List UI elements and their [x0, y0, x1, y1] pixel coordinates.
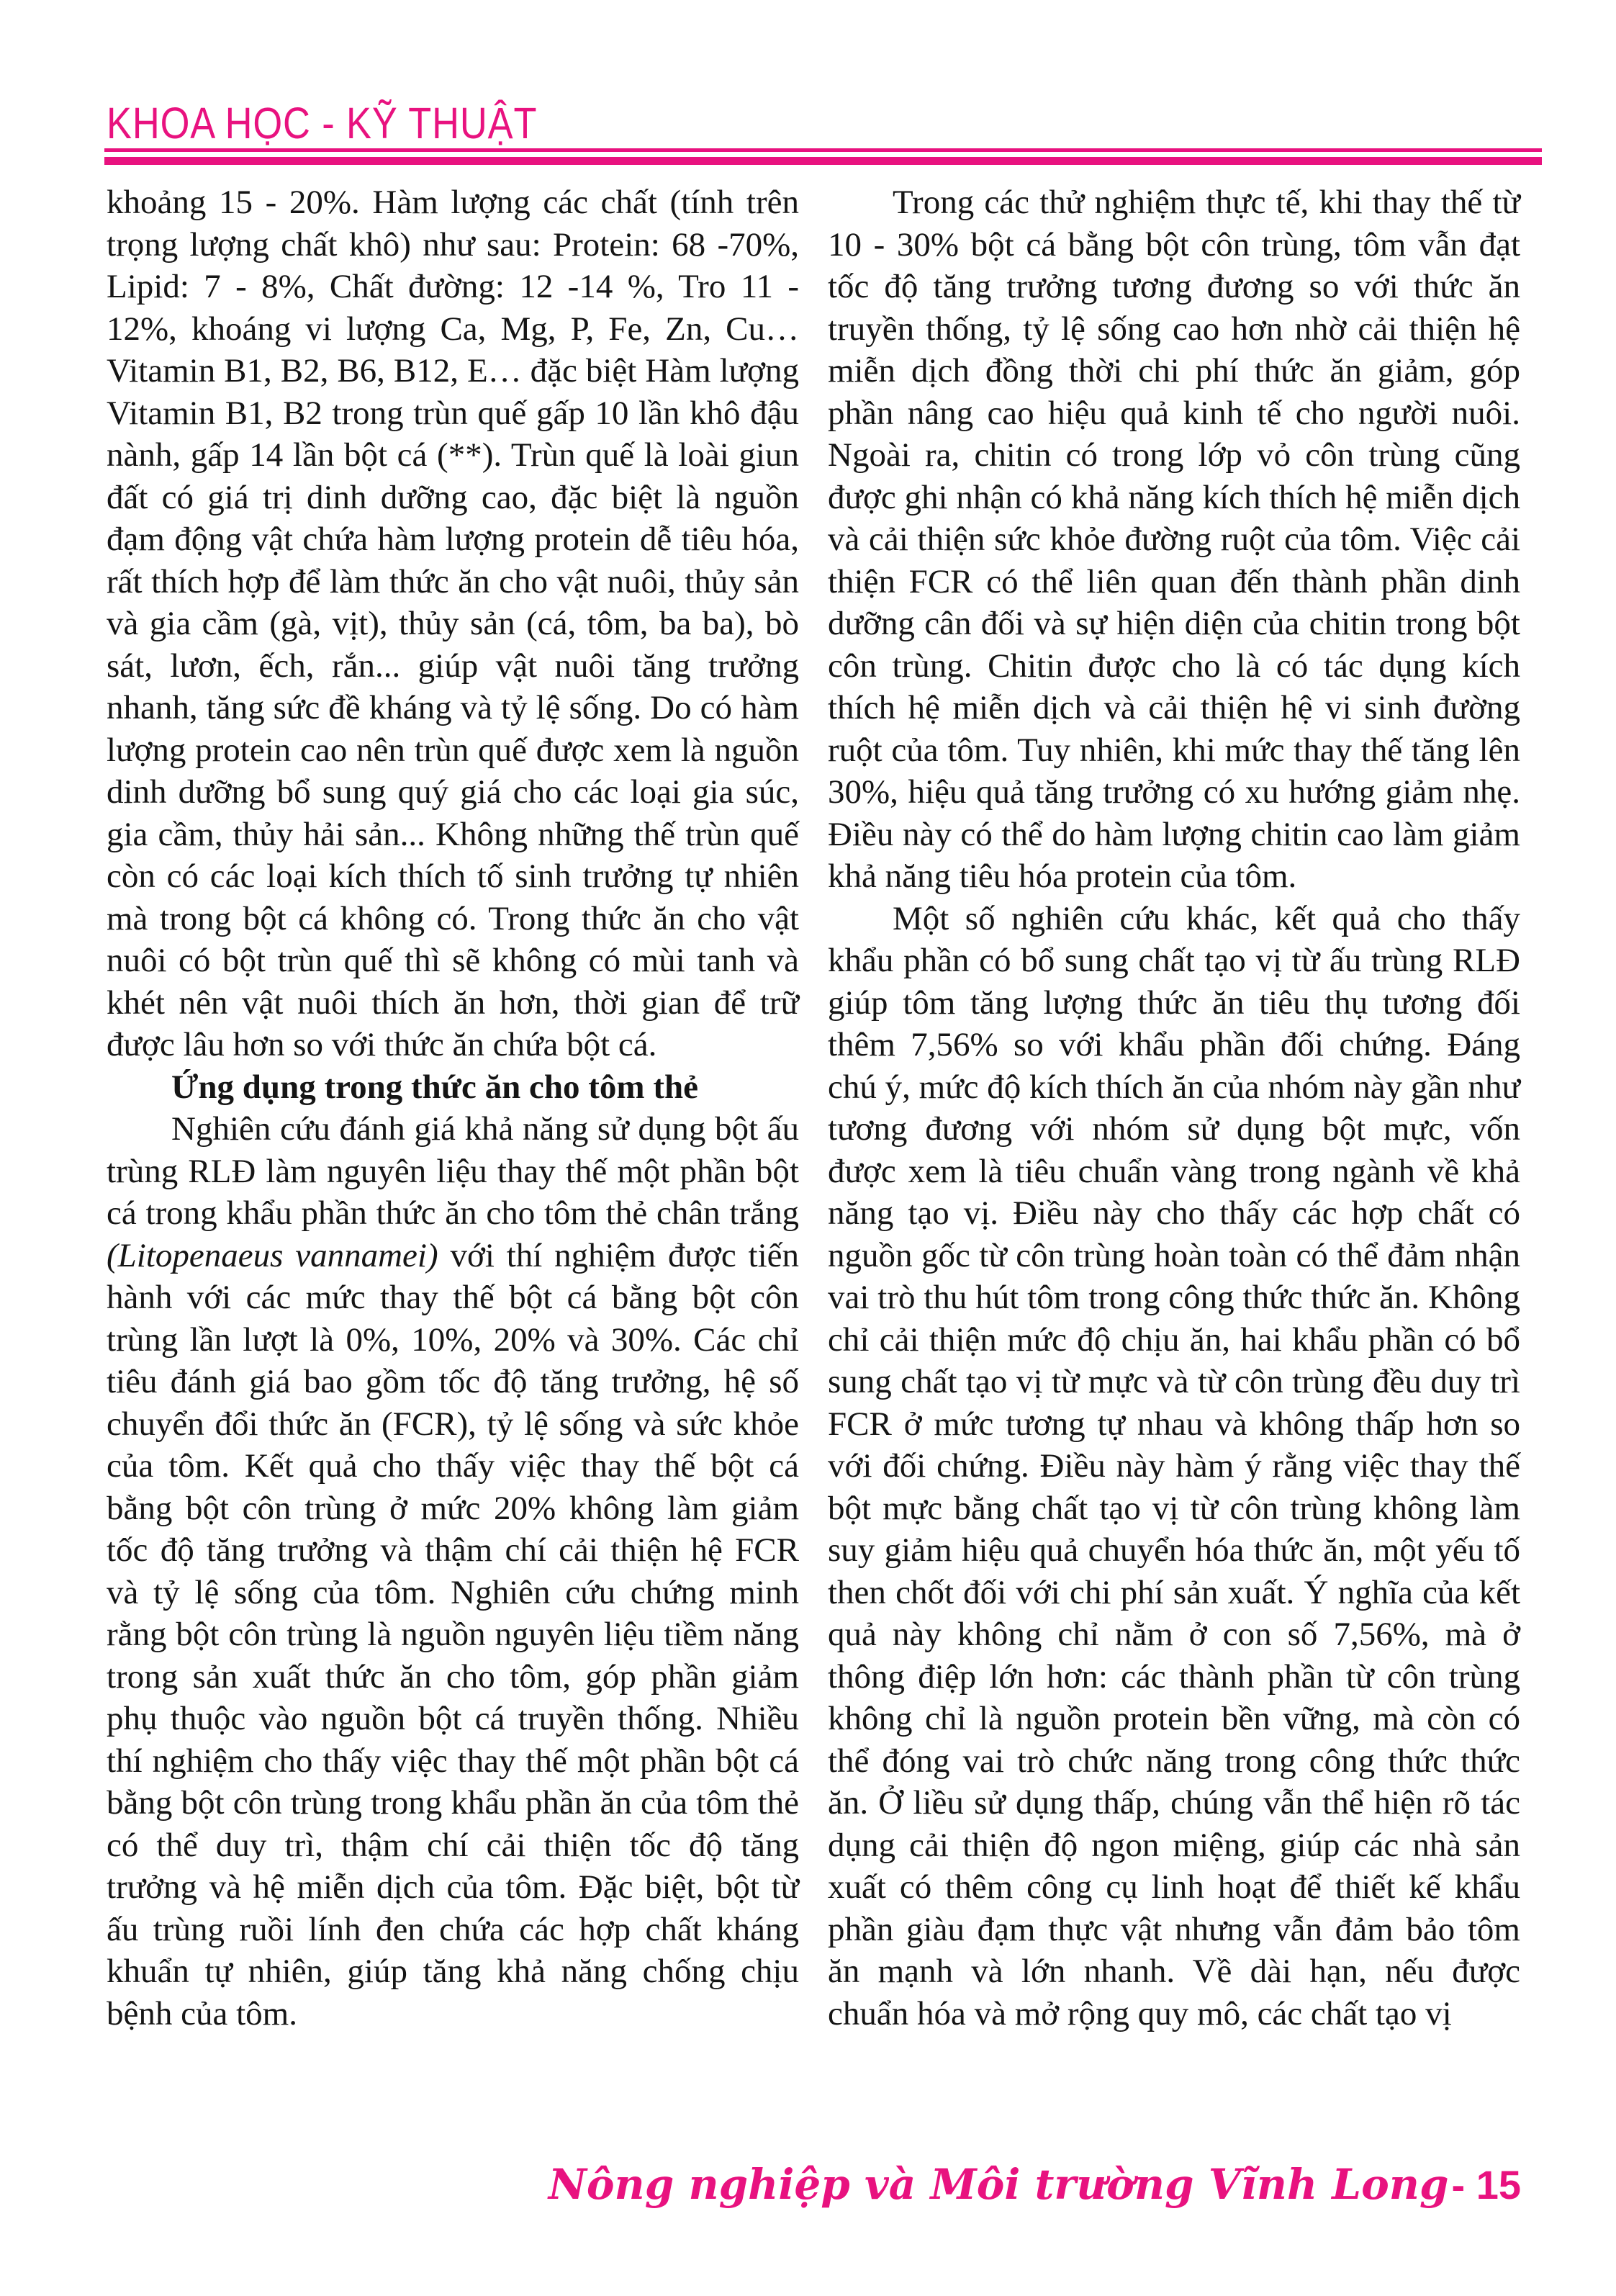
- paragraph-text: Nghiên cứu đánh giá khả năng sử dụng bột ấu trùng RLĐ làm nguyên liệu thay thế một phần bột cá trong khẩu phần thức ăn cho tôm thẻ chân trắng: [107, 1110, 799, 1232]
- column-right: [828, 181, 1520, 2035]
- body-paragraph: khoảng 15 - 20%. Hàm lượng các chất (tính trên trọng lượng chất khô) như sau: Protein: 68 -70%, Lipid: 7 - 8%, Chất đường: 12 -14 %, Tro 11 - 12%, khoáng vi lượng Ca, Mg, P, Fe, Zn, Cu… Vitamin B1, B2, B6, B12, E… đặc biệt Hàm lượng Vitamin B1, B2 trong trùn quế gấp 10 lần khô đậu nành, gấp 14 lần bột cá (**). Trùn quế là loài giun đất có giá trị dinh dưỡng cao, đặc biệt là nguồn đạm động vật chứa hàm lượng protein dễ tiêu hóa, rất thích hợp để làm thức ăn cho vật nuôi, thủy sản và gia cầm (gà, vịt), thủy sản (cá, tôm, ba ba), bò sát, lươn, ếch, rắn... giúp vật nuôi tăng trưởng nhanh, tăng sức đề kháng và tỷ lệ sống. Do có hàm lượng protein cao nên trùn quế được xem là nguồn dinh dưỡng bổ sung quý giá cho các loại gia súc, gia cầm, thủy hải sản... Không những thế trùn quế còn có các loại kích thích tố sinh trưởng tự nhiên mà trong bột cá không có. Trong thức ăn cho vật nuôi có bột trùn quế thì sẽ không có mùi tanh và khét nên vật nuôi thích ăn hơn, thời gian để trữ được lâu hơn so với thức ăn chứa bột cá.: [107, 184, 799, 1063]
- journal-name: Nông nghiệp và Môi trường Vĩnh Long: [548, 2160, 1449, 2209]
- section-header: KHOA HỌC - KỸ THUẬT: [107, 99, 538, 148]
- paragraph-text: với thí nghiệm được tiến hành với các mức thay thế bột cá bằng bột côn trùng lần lượt là 0%, 10%, 20% và 30%. Các chỉ tiêu đánh giá bao gồm tốc độ tăng trưởng, hệ số chuyển đổi thức ăn (FCR), tỷ lệ sống và sức khỏe của tôm. Kết quả cho thấy việc thay thế bột cá bằng bột côn trùng ở mức 20% không làm giảm tốc độ tăng trưởng và thậm chí cải thiện hệ FCR và tỷ lệ sống của tôm. Nghiên cứu chứng minh rằng bột côn trùng là nguồn nguyên liệu tiềm năng trong sản xuất thức ăn cho tôm, góp phần giảm phụ thuộc vào nguồn bột cá truyền thống. Nhiều thí nghiệm cho thấy việc thay thế một phần bột cá bằng bột côn trùng trong khẩu phần ăn của tôm thẻ có thể duy trì, thậm chí cải thiện tốc độ tăng trưởng và hệ miễn dịch của tôm. Đặc biệt, bột từ ấu trùng ruồi lính đen chứa các hợp chất kháng khuẩn tự nhiên, giúp tăng khả năng chống chịu bệnh của tôm.: [107, 1236, 800, 2032]
- section-heading: Ứng dụng trong thức ăn cho tôm thẻ: [171, 1068, 698, 1106]
- species-name-italic: (Litopenaeus vannamei): [107, 1236, 438, 1274]
- header-divider-thick: [104, 157, 1542, 165]
- page-footer: [549, 2160, 1521, 2209]
- body-paragraph: [107, 1108, 799, 2035]
- body-paragraph: Một số nghiên cứu khác, kết quả cho thấy khẩu phần có bổ sung chất tạo vị từ ấu trùng RLĐ giúp tôm tăng lượng thức ăn tiêu thụ tương đối thêm 7,56% so với khẩu phần đối chứng. Đáng chú ý, mức độ kích thích ăn của nhóm này gần như tương đương với nhóm sử dụng bột mực, vốn được xem là tiêu chuẩn vàng trong ngành về khả năng tạo vị. Điều này cho thấy các hợp chất có nguồn gốc từ côn trùng hoàn toàn có thể đảm nhận vai trò thu hút tôm trong công thức thức ăn. Không chỉ cải thiện mức độ chịu ăn, hai khẩu phần có bổ sung chất tạo vị từ mực và từ côn trùng đều duy trì FCR ở mức tương tự nhau và không thấp hơn so với đối chứng. Điều này hàm ý rằng việc thay thế bột mực bằng chất tạo vị từ côn trùng không làm suy giảm hiệu quả chuyển hóa thức ăn, một yếu tố then chốt đối với chi phí sản xuất. Ý nghĩa của kết quả này không chỉ nằm ở con số 7,56%, mà ở thông điệp lớn hơn: các thành phần từ côn trùng không chỉ là nguồn protein bền vững, mà còn có thể đóng vai trò chức năng trong công thức thức ăn. Ở liều sử dụng thấp, chúng vẫn thể hiện rõ tác dụng cải thiện độ ngon miệng, giúp các nhà sản xuất có thêm công cụ linh hoạt để thiết kế khẩu phần giàu đạm thực vật nhưng vẫn đảm bảo tôm ăn mạnh và lớn nhanh. Về dài hạn, nếu được chuẩn hóa và mở rộng quy mô, các chất tạo vị: [828, 899, 1520, 2032]
- body-paragraph: Trong các thử nghiệm thực tế, khi thay thế từ 10 - 30% bột cá bằng bột côn trùng, tôm vẫn đạt tốc độ tăng trưởng tương đương so với thức ăn truyền thống, tỷ lệ sống cao hơn nhờ cải thiện hệ miễn dịch đồng thời chi phí thức ăn giảm, góp phần nâng cao hiệu quả kinh tế cho người nuôi. Ngoài ra, chitin có trong lớp vỏ côn trùng cũng được ghi nhận có khả năng kích thích hệ miễn dịch và cải thiện sức khỏe đường ruột của tôm. Việc cải thiện FCR có thể liên quan đến thành phần dinh dưỡng cân đối và sự hiện diện của chitin trong bột côn trùng. Chitin được cho là có tác dụng kích thích hệ miễn dịch và cải thiện hệ vi sinh đường ruột của tôm. Tuy nhiên, khi mức thay thế tăng lên 30%, hiệu quả tăng trưởng có xu hướng giảm nhẹ. Điều này có thể do hàm lượng chitin cao làm giảm khả năng tiêu hóa protein của tôm.: [828, 184, 1520, 895]
- column-left: [107, 181, 799, 2035]
- page-number: - 15: [1451, 2162, 1521, 2207]
- header-divider-thin: [104, 148, 1542, 152]
